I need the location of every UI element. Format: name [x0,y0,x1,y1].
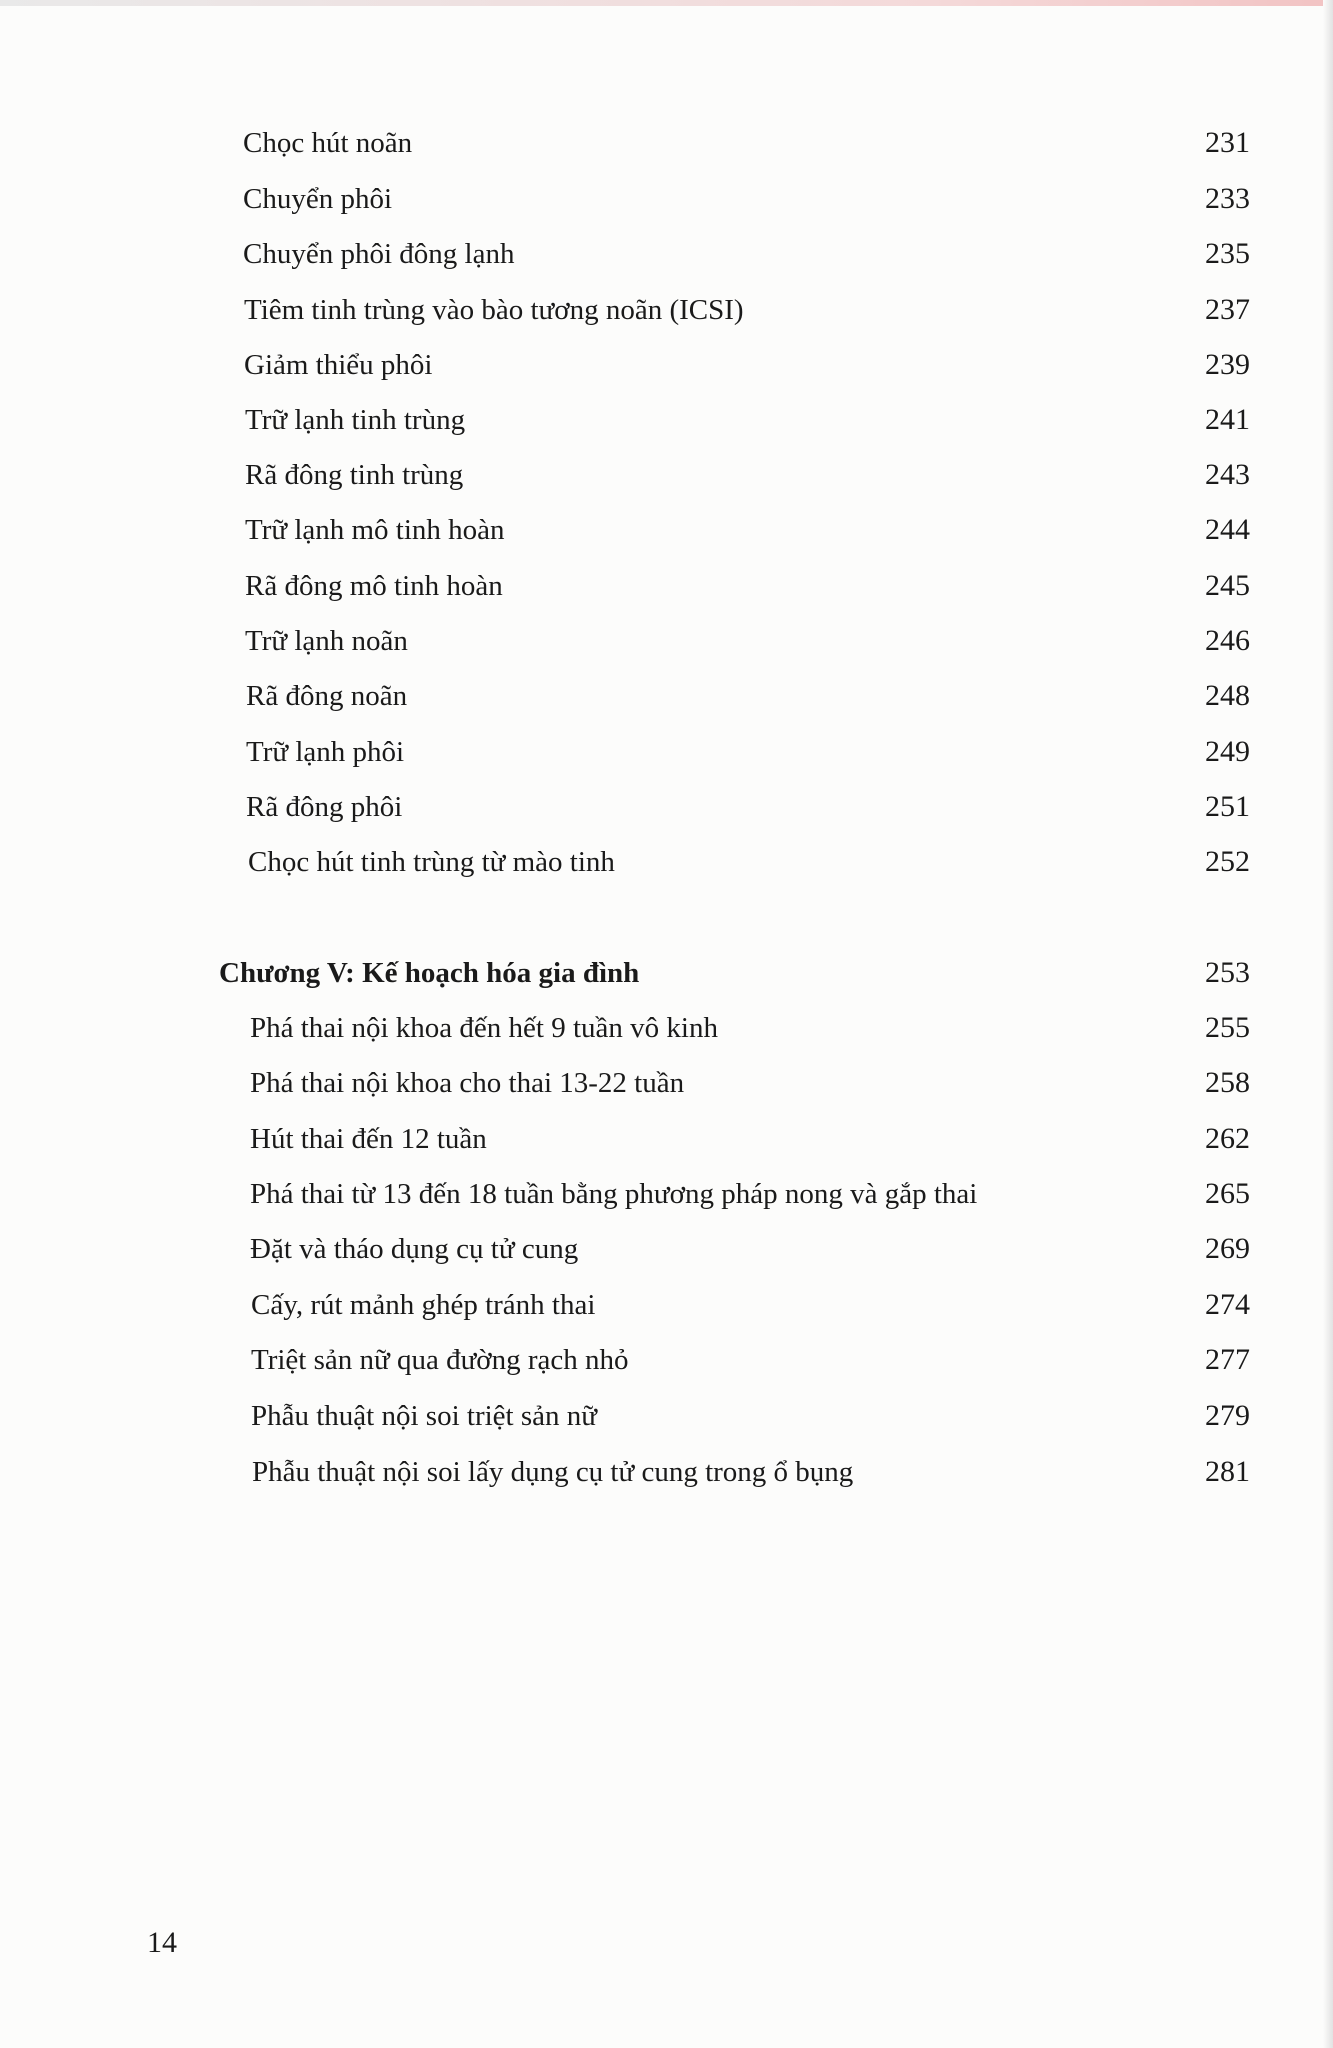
toc-entry-page: 246 [1205,624,1250,657]
toc-entry-title: Rã đông tinh trùng [245,459,464,491]
toc-entry-page: 269 [1205,1232,1250,1265]
toc-entry-title: Cấy, rút mảnh ghép tránh thai [251,1289,596,1321]
toc-entry-title: Phẫu thuật nội soi lấy dụng cụ tử cung trong ổ bụng [252,1456,854,1488]
toc-entry [243,121,1250,165]
toc-entry-page: 281 [1205,1455,1250,1488]
toc-entry [245,453,1250,497]
toc-entry-title: Rã đông phôi [246,791,403,823]
toc-entry [245,508,1250,552]
toc-entry-title: Trữ lạnh tinh trùng [245,404,466,436]
toc-entry-page: 262 [1205,1122,1250,1155]
toc-entry-page: 237 [1205,293,1250,326]
toc-entry-title: Chuyển phôi đông lạnh [243,238,515,270]
toc-entry [251,1283,1250,1327]
toc-entry-title: Giảm thiểu phôi [244,349,433,381]
toc-entry-title: Phẫu thuật nội soi triệt sản nữ [251,1400,597,1432]
toc-entry-page: 235 [1205,237,1250,270]
toc-entry-page: 274 [1205,1288,1250,1321]
toc-entry [250,1061,1250,1105]
toc-entry [246,785,1250,829]
toc-entry [250,1172,1250,1216]
toc-entry-title: Tiêm tinh trùng vào bào tương noãn (ICSI) [244,294,744,326]
toc-entry-page: 279 [1205,1399,1250,1432]
toc-entry-page: 231 [1205,126,1250,159]
toc-entry-title: Phá thai nội khoa đến hết 9 tuần vô kinh [250,1012,718,1044]
toc-entry-title: Triệt sản nữ qua đường rạch nhỏ [251,1344,629,1376]
toc-entry-page: 248 [1205,679,1250,712]
toc-entry [244,288,1250,332]
toc-entry-title: Chọc hút tinh trùng từ mào tinh [248,846,615,878]
toc-entry-page: 255 [1205,1011,1250,1044]
toc-entry-page: 239 [1205,348,1250,381]
toc-entry-title: Phá thai từ 13 đến 18 tuần bằng phương pháp nong và gắp thai [250,1178,978,1210]
toc-entry-title: Trữ lạnh noãn [245,625,408,657]
toc-entry-page: 265 [1205,1177,1250,1210]
toc-entry-title: Rã đông noãn [246,680,408,712]
toc-entry [246,730,1250,774]
toc-entry [248,840,1250,884]
toc-entry-page: 241 [1205,403,1250,436]
toc-entry [245,564,1250,608]
toc-entry [246,674,1250,718]
toc-entry [245,619,1250,663]
page-number: 14 [147,1926,177,1959]
toc-entry [251,1338,1250,1382]
toc-entry [250,1227,1250,1271]
chapter-page: 253 [1205,956,1250,989]
toc-entry [251,1394,1250,1438]
toc-entry [245,398,1250,442]
toc-entry [252,1450,1250,1494]
toc-entry-title: Chuyển phôi [243,183,393,215]
toc-entry-title: Trữ lạnh phôi [246,736,405,768]
chapter-title: Chương V: Kế hoạch hóa gia đình [219,957,640,989]
toc-entry-page: 244 [1205,513,1250,546]
toc-entry-title: Trữ lạnh mô tinh hoàn [245,514,505,546]
toc-entry-title: Chọc hút noãn [243,127,413,159]
toc-entry [243,232,1250,276]
toc-entry-title: Phá thai nội khoa cho thai 13-22 tuần [250,1067,685,1099]
chapter-heading [219,951,1250,995]
toc-entry [243,177,1250,221]
toc-entry-page: 258 [1205,1066,1250,1099]
toc-entry-title: Đặt và tháo dụng cụ tử cung [250,1233,579,1265]
toc-entry-page: 277 [1205,1343,1250,1376]
toc-entry [244,343,1250,387]
toc-entry [250,1006,1250,1050]
toc-entry-title: Hút thai đến 12 tuần [250,1123,487,1155]
toc-entry-page: 249 [1205,735,1250,768]
toc-entry-page: 252 [1205,845,1250,878]
toc-entry-page: 245 [1205,569,1250,602]
toc-entry [250,1117,1250,1161]
toc-entry-page: 233 [1205,182,1250,215]
toc-entry-page: 251 [1205,790,1250,823]
toc-entry-page: 243 [1205,458,1250,491]
toc-entry-title: Rã đông mô tinh hoàn [245,570,503,602]
